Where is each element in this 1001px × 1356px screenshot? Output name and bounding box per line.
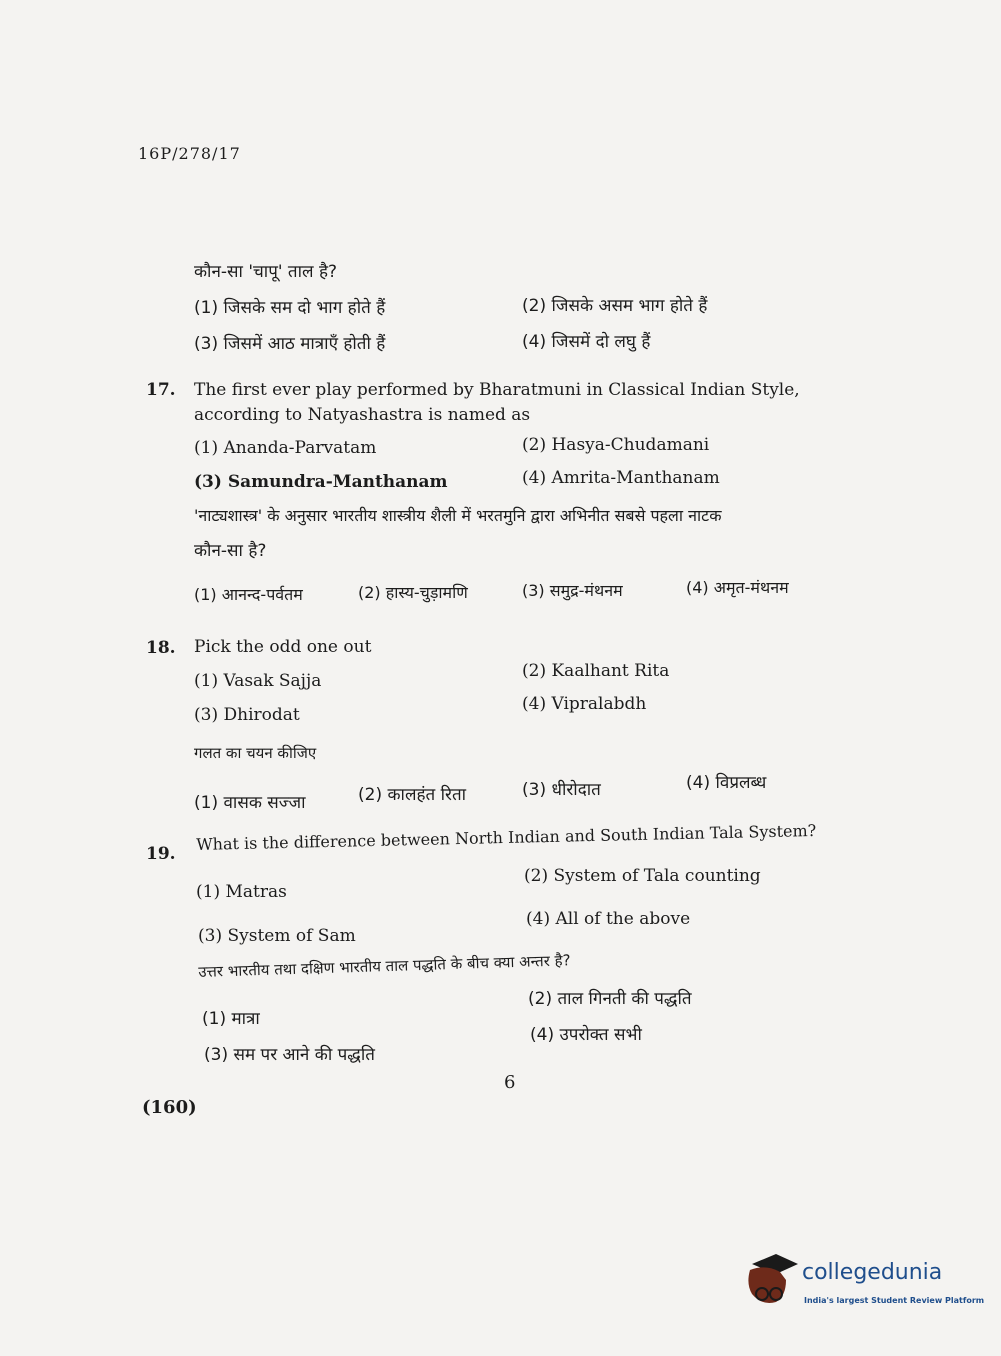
q18-hindi-option-4: (4) विप्रलब्ध — [686, 773, 767, 793]
q17-hindi-option-1: (1) आनन्द-पर्वतम — [194, 585, 303, 604]
q19-hindi-option-1: (1) मात्रा — [202, 1009, 260, 1029]
q18-hindi-option-3: (3) धीरोदात — [522, 780, 601, 800]
q17-stem-line1: The first ever play performed by Bharatmuni in Classical Indian Style, — [194, 380, 800, 400]
q17-option-2: (2) Hasya-Chudamani — [522, 435, 710, 455]
q17-hindi-option-4: (4) अमृत-मंथनम — [686, 578, 789, 597]
mascot-icon — [742, 1250, 800, 1312]
q19-hindi-option-2: (2) ताल गिनती की पद्धति — [528, 989, 692, 1009]
q18-option-2: (2) Kaalhant Rita — [522, 661, 670, 681]
q17-stem-line2: according to Natyashastra is named as — [194, 405, 531, 425]
q17-hindi-line1: 'नाट्यशास्त्र' के अनुसार भारतीय शास्त्रीय शैली में भरतमुनि द्वारा अभिनीत सबसे पहला नाटक — [194, 506, 722, 525]
q18-option-3: (3) Dhirodat — [194, 705, 300, 725]
q17-hindi-line2: कौन-सा है? — [194, 541, 267, 561]
q19-hindi-option-3: (3) सम पर आने की पद्धति — [204, 1045, 375, 1065]
q17-hindi-option-2: (2) हास्य-चुड़ामणि — [358, 583, 468, 602]
q19-hindi-stem: उत्तर भारतीय तथा दक्षिण भारतीय ताल पद्धति के बीच क्या अन्तर है? — [198, 951, 571, 981]
q16-option-2: (2) जिसके असम भाग होते हैं — [522, 296, 708, 316]
footer-code: (160) — [142, 1097, 197, 1118]
logo-brand: collegedunia — [802, 1260, 943, 1285]
page-number: 6 — [504, 1072, 516, 1093]
q19-option-4: (4) All of the above — [526, 909, 691, 929]
q19-option-1: (1) Matras — [196, 882, 287, 902]
logo-tagline: India's largest Student Review Platform — [804, 1296, 985, 1305]
q17-number: 17. — [146, 380, 176, 400]
q16-option-1: (1) जिसके सम दो भाग होते हैं — [194, 298, 386, 318]
collegedunia-logo — [742, 1250, 985, 1320]
q17-option-3: (3) Samundra-Manthanam — [194, 472, 448, 492]
q16-option-3: (3) जिसमें आठ मात्राएँ होती हैं — [194, 334, 386, 354]
q18-option-1: (1) Vasak Sajja — [194, 671, 322, 691]
q19-hindi-option-4: (4) उपरोक्त सभी — [530, 1025, 642, 1045]
q16-hindi-stem: कौन-सा 'चापू' ताल है? — [194, 262, 338, 282]
q19-stem: What is the difference between North Indian and South Indian Tala System? — [196, 820, 817, 854]
q18-hindi-stem: गलत का चयन कीजिए — [194, 744, 317, 762]
q18-hindi-option-2: (2) कालहंत रिता — [358, 785, 467, 805]
q19-option-3: (3) System of Sam — [198, 926, 356, 946]
q18-hindi-option-1: (1) वासक सज्जा — [194, 793, 306, 813]
q17-option-4: (4) Amrita-Manthanam — [522, 468, 720, 488]
q19-number: 19. — [146, 844, 176, 864]
q19-option-2: (2) System of Tala counting — [524, 866, 761, 886]
q17-option-1: (1) Ananda-Parvatam — [194, 438, 377, 458]
q16-option-4: (4) जिसमें दो लघु हैं — [522, 332, 651, 352]
q18-option-4: (4) Vipralabdh — [522, 694, 647, 714]
q17-hindi-option-3: (3) समुद्र-मंथनम — [522, 581, 623, 600]
q18-stem: Pick the odd one out — [194, 637, 372, 657]
paper-code: 16P/278/17 — [138, 144, 241, 163]
q18-number: 18. — [146, 638, 176, 658]
